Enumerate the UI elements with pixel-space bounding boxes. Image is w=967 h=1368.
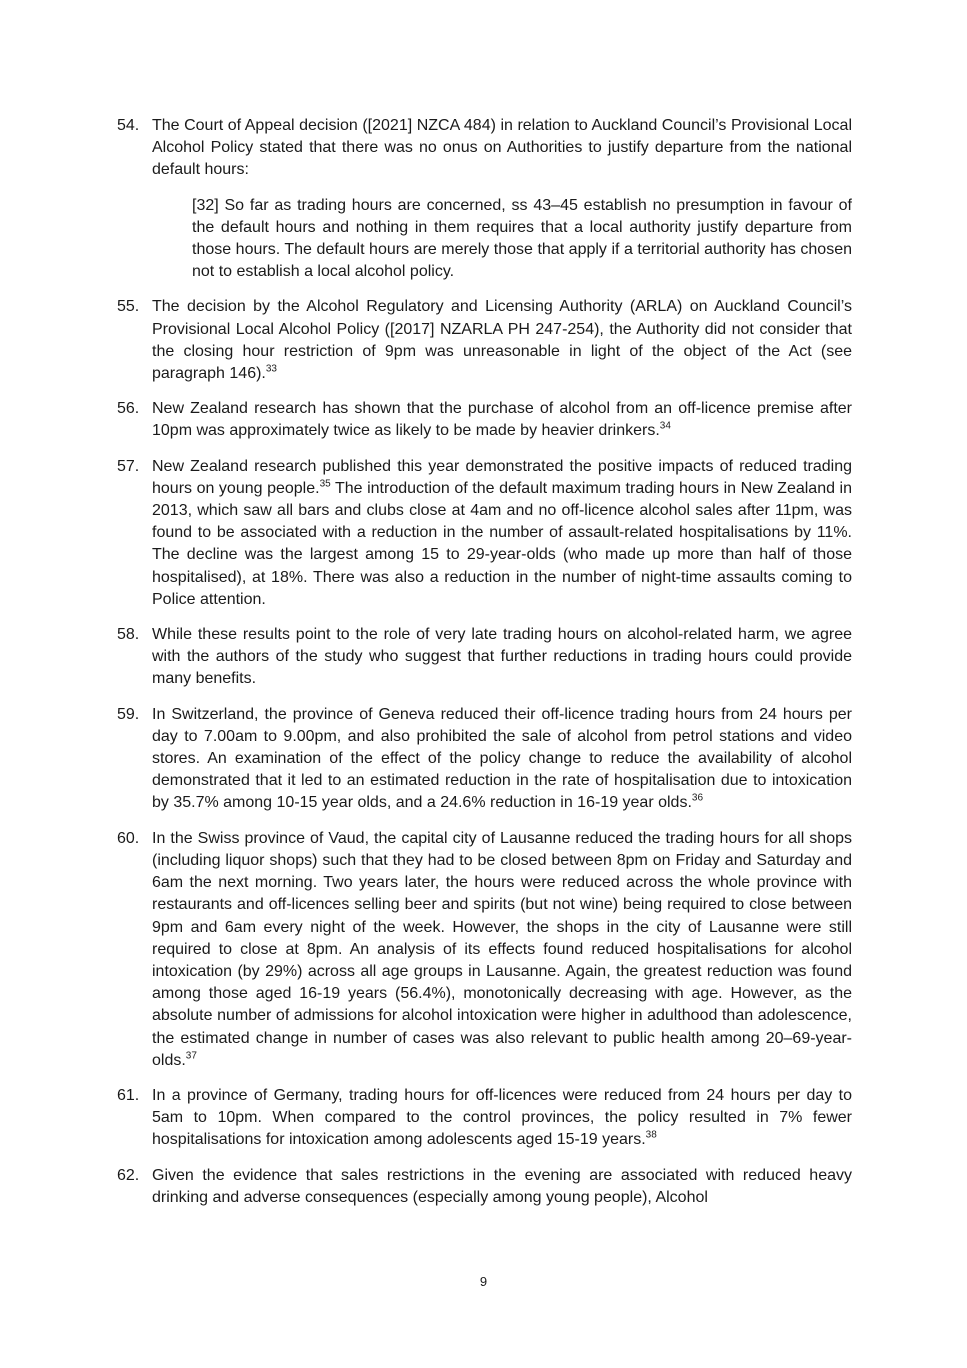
paragraph-text: In Switzerland, the province of Geneva reduced their off-licence trading hours from 24 hours per day to 7.00am to 9.00pm, and also prohibited the sale of alcohol from petrol stations and video stores. An examination of the effect of the policy change to reduce the availability of alcohol demonstrated that it led to an estimated reduction in the rate of hospitalisation due to intoxication by 35.7% among 10-15 year olds, and a 24.6% reduction in 16-19 year olds.$^{36}$ bbox=[152, 705, 852, 812]
paragraph-54 bbox=[117, 115, 852, 182]
paragraph-text: New Zealand research published this year demonstrated the positive impacts of reduced trading hours on young people.$^{35}$ The introduction of the default maximum trading hours in New Zealand in 2013, which saw all bars and clubs close at 4am and no off-licence alcohol sales after 11pm, was found to be associated with a reduction in the number of assault-related hospitalisations by 11%. The decline was the largest among 15 to 29-year-olds (who made up more than half of those hospitalised), at 18%. There was also a reduction in the number of night-time assaults coming to Police attention. bbox=[152, 457, 852, 608]
paragraph-number: 55. bbox=[117, 298, 140, 316]
footnote-ref[interactable]: 33 bbox=[265, 363, 277, 375]
paragraph-text: The Court of Appeal decision ([2021] NZCA 484) in relation to Auckland Council’s Provisional Local Alcohol Policy stated that there was no onus on Authorities to justify departure from the national default hours: bbox=[152, 117, 852, 179]
footnote-ref[interactable]: 38 bbox=[645, 1130, 657, 1141]
block-quote: [32] So far as trading hours are concerned, ss 43–45 establish no presumption in favour of the default hours and nothing in them requires that a local authority justify departure from those hours. The default hours are merely those that apply if a territorial authority has chosen not to establish a local alcohol policy. bbox=[192, 196, 852, 281]
paragraph-61 bbox=[117, 1085, 852, 1152]
footnote-ref[interactable]: 35 bbox=[319, 478, 331, 490]
paragraph-text: In a province of Germany, trading hours for off-licences were reduced from 24 hours per day to 5am to 10pm. When compared to the control provinces, the policy resulted in 7% fewer hospitalisations for intoxication among adolescents aged 15-19 years.$^{38}$ bbox=[152, 1086, 852, 1149]
paragraph-number: 60. bbox=[117, 829, 140, 847]
paragraph-57 bbox=[117, 456, 852, 611]
paragraph-58 bbox=[117, 624, 852, 691]
paragraph-text: While these results point to the role of very late trading hours on alcohol-related harm, we agree with the authors of the study who suggest that further reductions in trading hours could provide many benefits. bbox=[152, 626, 852, 688]
paragraph-60 bbox=[117, 828, 852, 1072]
paragraph-56 bbox=[117, 398, 852, 442]
paragraph-number: 56. bbox=[117, 400, 140, 418]
page-number: 9 bbox=[479, 1274, 488, 1289]
paragraph-text: The decision by the Alcohol Regulatory and Licensing Authority (ARLA) on Auckland Council’s Provisional Local Alcohol Policy ([2017] NZARLA PH 247-254), the Authority did not consider that the closing hour restriction of 9pm was unreasonable in light of the object of the Act (see paragraph 146).$^{33}$ bbox=[152, 298, 852, 383]
paragraph-number: 59. bbox=[117, 705, 140, 723]
paragraph-number: 58. bbox=[117, 626, 140, 644]
paragraph-text: New Zealand research has shown that the purchase of alcohol from an off-licence premise after 10pm was approximately twice as likely to be made by heavier drinkers.$^{34}$ bbox=[152, 400, 852, 440]
paragraph-text: In the Swiss province of Vaud, the capital city of Lausanne reduced the trading hours for all shops (including liquor shops) such that they had to be closed between 8pm on Friday and Saturday and 6am the next morning. Two years later, the hours were reduced across the whole province with restaurants and off-licences selling beer and spirits (but not wine) being required to close between 9pm and 6am every night of the week. However, the shops in the city of Lausanne were still required to close at 8pm. An analysis of its effects found reduced hospitalisations for alcohol intoxication (by 29%) across all age groups in Lausanne. Again, the greatest reduction was found among those aged 16-19 years (56.4%), monotonically decreasing with age. However, as the absolute number of admissions for alcohol intoxication were higher in adulthood than adolescence, the estimated change in number of cases was also relevant to public health among 20–69-year-olds.$^{37}$ bbox=[152, 829, 852, 1069]
paragraph-59 bbox=[117, 704, 852, 815]
paragraph-number: 61. bbox=[117, 1086, 140, 1104]
paragraph-number: 54. bbox=[117, 117, 140, 134]
paragraph-55 bbox=[117, 296, 852, 385]
footnote-ref[interactable]: 34 bbox=[659, 421, 671, 433]
footnote-ref[interactable]: 37 bbox=[185, 1050, 197, 1062]
paragraph-text: Given the evidence that sales restrictions in the evening are associated with reduced heavy drinking and adverse consequences (especially among young people), Alcohol bbox=[152, 1166, 852, 1206]
paragraph-number: 57. bbox=[117, 457, 140, 475]
paragraph-number: 62. bbox=[117, 1166, 140, 1184]
footnote-ref[interactable]: 36 bbox=[691, 793, 704, 805]
paragraph-62 bbox=[117, 1165, 852, 1209]
document-body bbox=[117, 115, 852, 1222]
